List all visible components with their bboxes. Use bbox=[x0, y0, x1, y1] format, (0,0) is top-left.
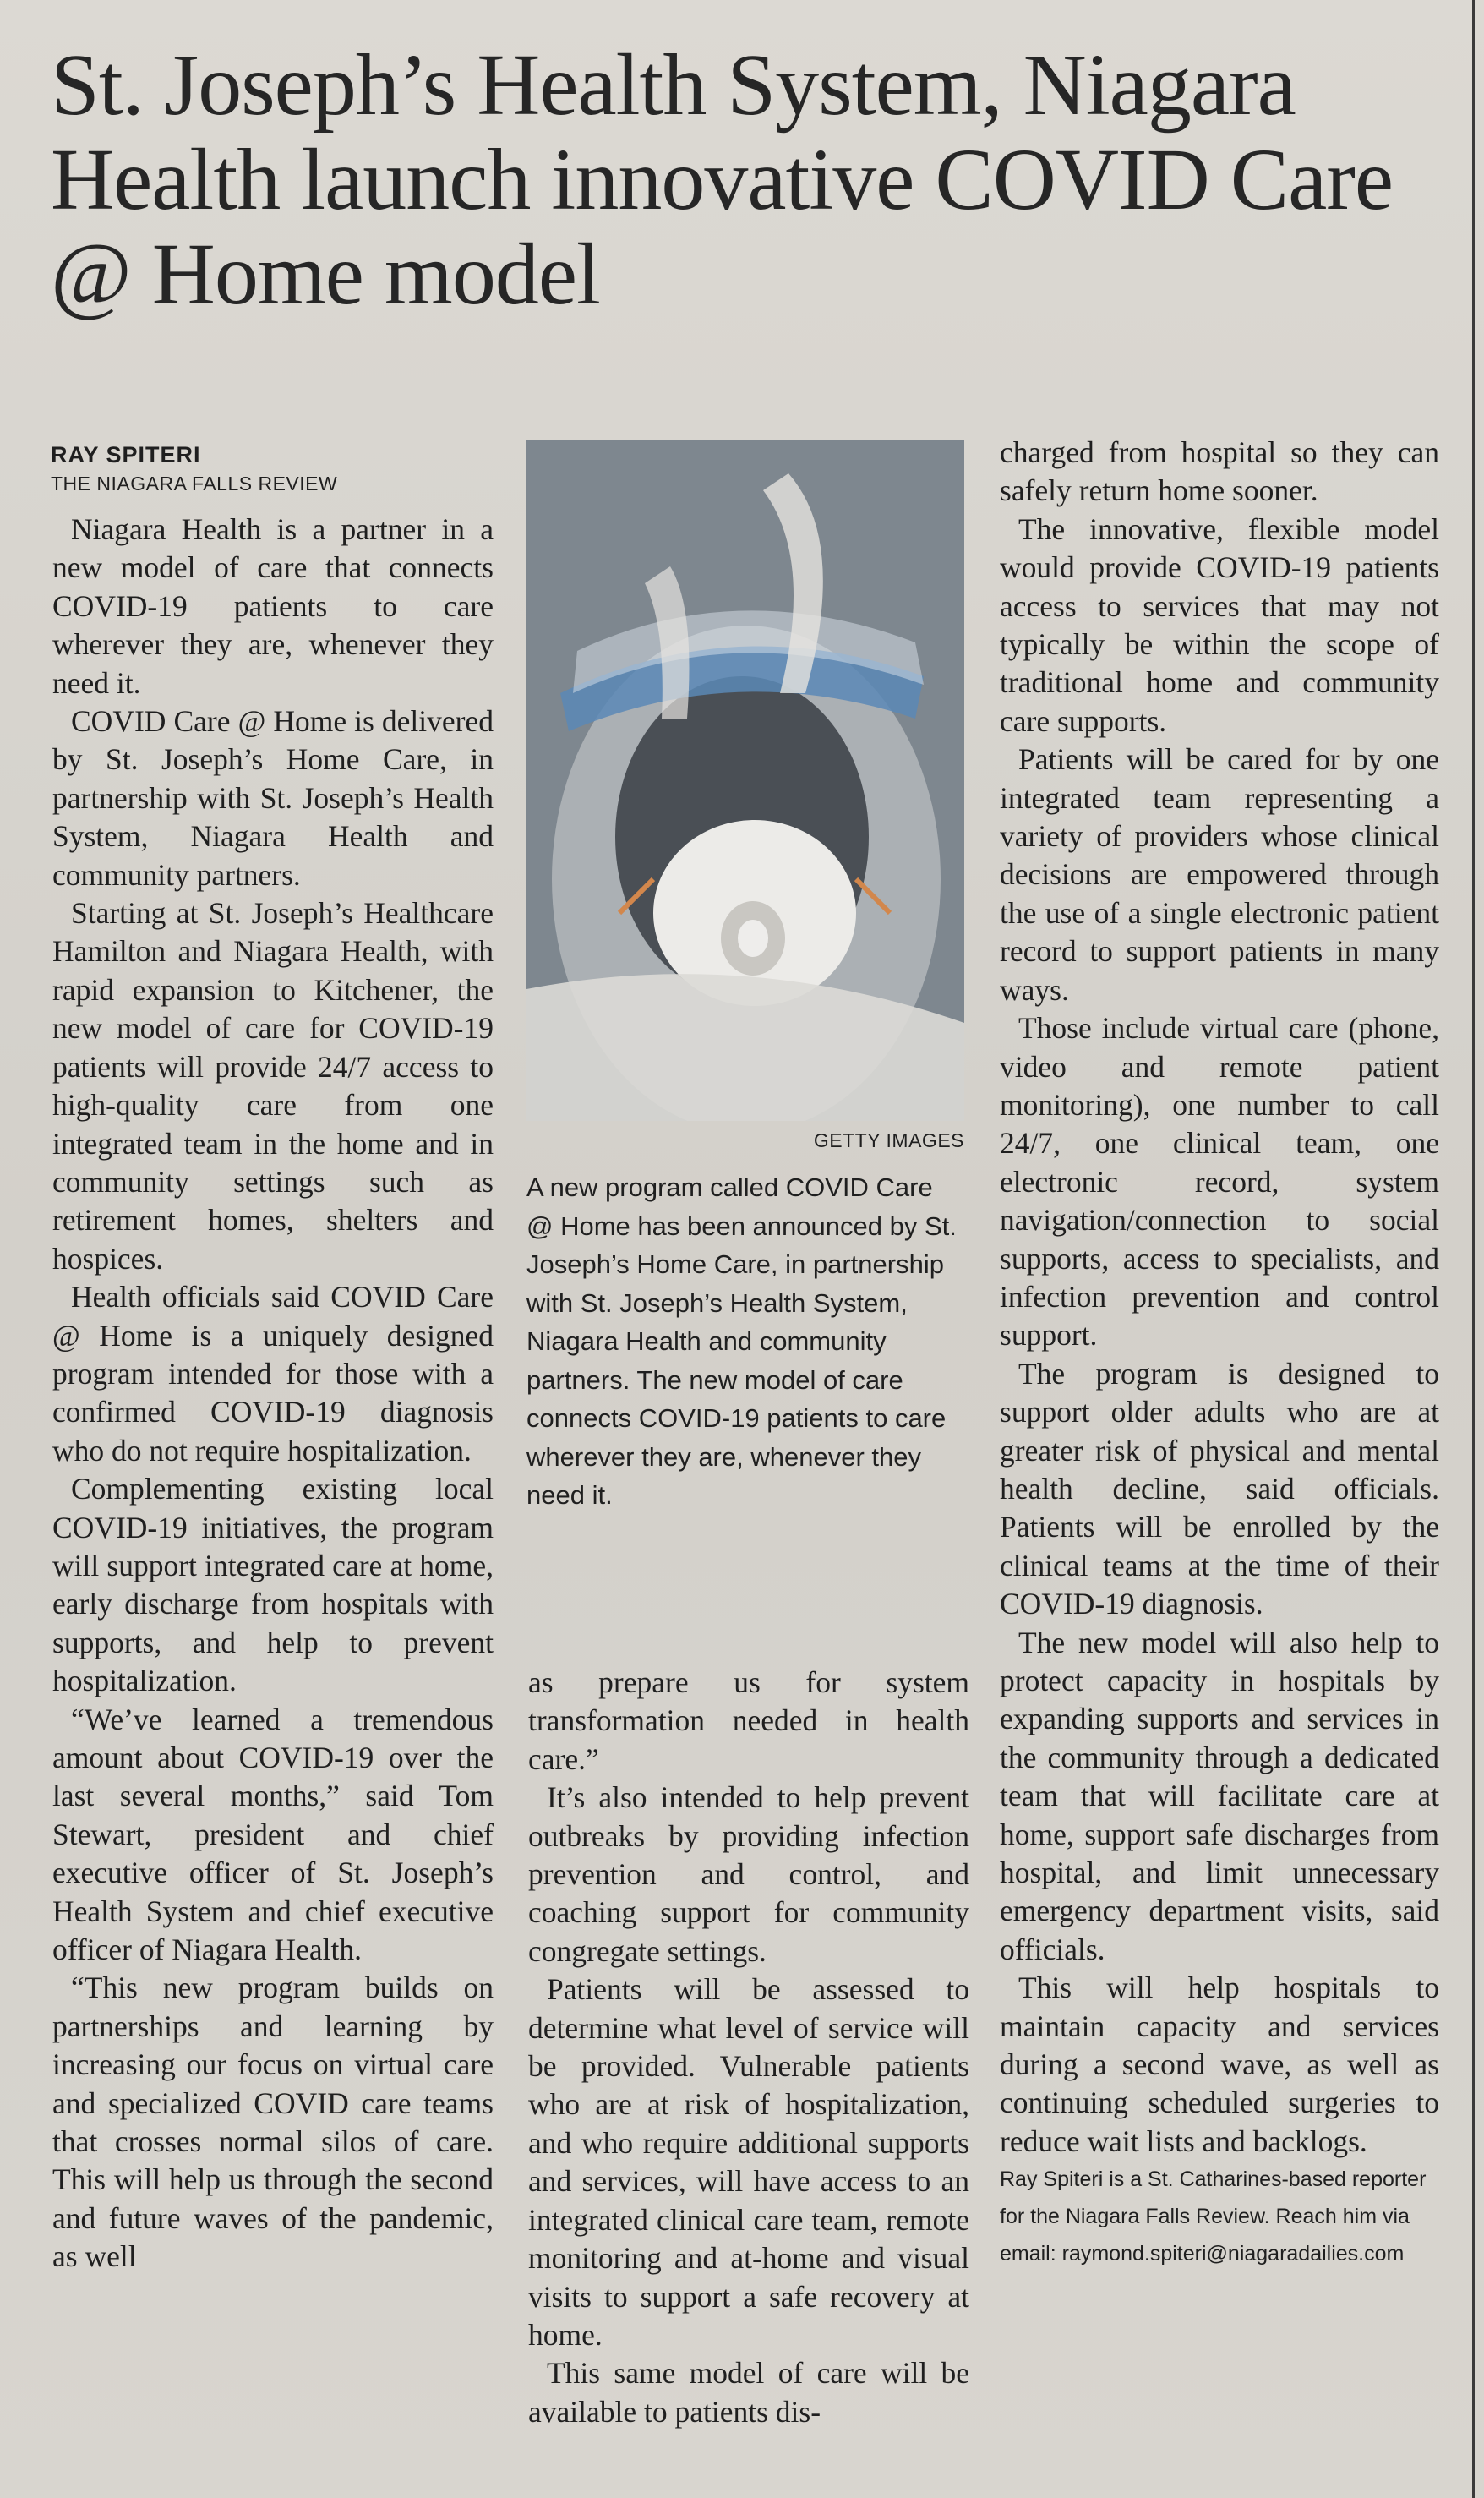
article-column-3 bbox=[1000, 434, 1439, 2272]
caption-text: A new program called COVID Care @ Home has been announced by St. Joseph’s Home Care, in partnership with St. Joseph’s Health System, Niagara Health and community partners. The new model of care connects COVID-19 patients to care wherever they are, whenever they need it. bbox=[526, 1172, 957, 1510]
paragraph: The innovative, flexible model would provide COVID-19 patients access to services that may not typically be within the scope of traditional home and community care supports. bbox=[1000, 511, 1439, 738]
paragraph: “This new program builds on partnerships and learning by increasing our focus on virtual care and specialized COVID care teams that crosses normal silos of care. This will help us through the second and future waves of the pandemic, as well bbox=[52, 1971, 494, 2274]
paragraph: Starting at St. Joseph’s Healthcare Hamilton and Niagara Health, with rapid expansion to Kitchener, the new model of care for COVID-19 patients will provide 24/7 access to high-quality care from one integrated team in the home and in community settings such as retirement homes, shelters and hospices. bbox=[52, 896, 494, 1276]
paragraph: Patients will be assessed to determine what level of service will be provided. Vulnerable patients who are at risk of hospitalization, and who require additional supports and services, will have access to an integrated clinical care team, remote monitoring and at-home and visual visits to support a safe recovery at home. bbox=[528, 1972, 969, 2352]
healthcare-worker-illustration bbox=[526, 440, 964, 1121]
paragraph: Those include virtual care (phone, video and remote patient monitoring), one number to call 24/7, one clinical team, one electronic record, system navigation/connection to social supports, access to specialists, and infection prevention and control support. bbox=[1000, 1011, 1439, 1353]
byline-publication: THE NIAGARA FALLS REVIEW bbox=[51, 473, 338, 495]
photo-credit: GETTY IMAGES bbox=[813, 1129, 964, 1151]
paragraph: COVID Care @ Home is delivered by St. Joseph’s Home Care, in partnership with St. Joseph’s Health System, Niagara Health and community partners. bbox=[52, 704, 494, 892]
paragraph: as prepare us for system transformation needed in health care.” bbox=[528, 1665, 969, 1776]
paragraph: The program is designed to support older adults who are at greater risk of physical and mental health decline, said officials. Patients will be enrolled by the clinical teams at the time of their COVID-19 diagnosis. bbox=[1000, 1356, 1439, 1621]
headline: St. Joseph’s Health System, Niagara Health launch innovative COVID Care @ Home model bbox=[51, 36, 1394, 323]
column-rule bbox=[1472, 0, 1475, 2498]
paragraph: The new model will also help to protect capacity in hospitals by expanding supports and services in the community through a dedicated team that will facilitate care at home, support safe discharges from hospital, and limit unnecessary emergency department visits, said officials. bbox=[1000, 1625, 1439, 1966]
paragraph: This same model of care will be available to patients dis- bbox=[528, 2356, 969, 2429]
author-tagline: Ray Spiteri is a St. Catharines-based reporter for the Niagara Falls Review. Reach him via email: raymond.spiteri@niagaradailies.com bbox=[1000, 2167, 1427, 2266]
article-column-1 bbox=[52, 511, 494, 2277]
paragraph: Health officials said COVID Care @ Home is a uniquely designed program intended for those with a confirmed COVID-19 diagnosis who do not require hospitalization. bbox=[52, 1280, 494, 1468]
paragraph: “We’ve learned a tremendous amount about COVID-19 over the last several months,” said Tom Stewart, president and chief executive officer of St. Joseph’s Health System and chief executive officer of Niagara Health. bbox=[52, 1702, 494, 1967]
paragraph: Patients will be cared for by one integrated team representing a variety of providers whose clinical decisions are empowered through the use of a single electronic patient record to support patients in many ways. bbox=[1000, 742, 1439, 1007]
photo-caption bbox=[526, 1168, 964, 1515]
paragraph: This will help hospitals to maintain capacity and services during a second wave, as well as continuing scheduled surgeries to reduce wait lists and backlogs. bbox=[1000, 1971, 1439, 2158]
paragraph: Complementing existing local COVID-19 initiatives, the program will support integrated care at home, early discharge from hospitals with supports, and help to prevent hospitalization. bbox=[52, 1472, 494, 1698]
paragraph: It’s also intended to help prevent outbreaks by providing infection prevention and control, and coaching support for community congregate settings. bbox=[528, 1780, 969, 1968]
paragraph: Niagara Health is a partner in a new model of care that connects COVID-19 patients to care wherever they are, whenever they need it. bbox=[52, 512, 494, 700]
news-photo bbox=[526, 440, 964, 1121]
byline bbox=[51, 440, 507, 497]
byline-author: RAY SPITERI bbox=[51, 442, 201, 467]
article-column-2 bbox=[528, 1664, 969, 2431]
paragraph: charged from hospital so they can safely return home sooner. bbox=[1000, 435, 1439, 508]
